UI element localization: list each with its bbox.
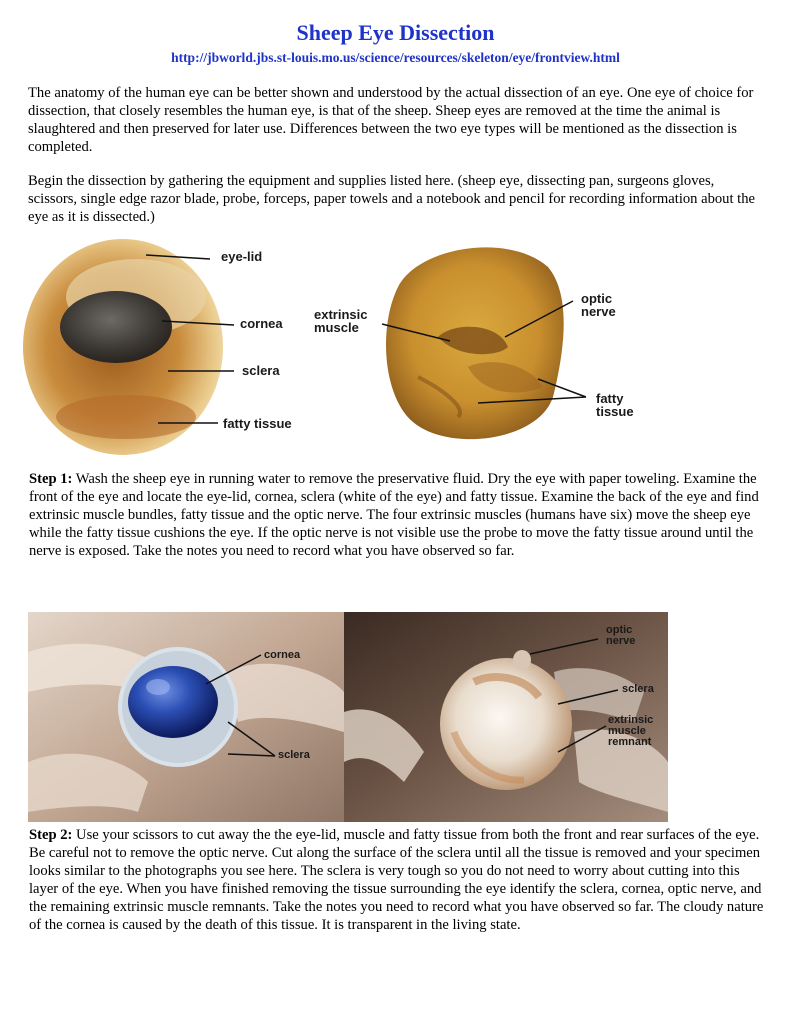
label-extrinsic: extrinsic: [314, 307, 368, 322]
supplies-paragraph: Begin the dissection by gathering the equipment and supplies listed here. (sheep eye, dissecting pan, surgeons gloves, scissors, single edge razor blade, probe, forceps, paper towels and a notebook and pencil for recording information about the eye as it is dissected.): [28, 173, 756, 225]
label-nerve-cleaned: nerve: [606, 635, 636, 647]
label-optic: optic: [581, 291, 613, 306]
label-sclera: sclera: [242, 363, 280, 378]
label-fatty-tissue: fatty tissue: [223, 416, 292, 431]
label-sclera-cleaned: sclera: [278, 749, 310, 761]
step2-label: Step 2:: [29, 827, 73, 843]
back-eye-illustration: [358, 237, 658, 457]
step1-paragraph: [29, 470, 765, 560]
label-cornea-cleaned: cornea: [264, 649, 301, 661]
label-optic-cleaned: optic: [606, 624, 633, 636]
step1-label: Step 1:: [29, 471, 73, 487]
label-tissue: tissue: [596, 404, 634, 419]
label-fatty: fatty: [596, 391, 624, 406]
front-view-intact-photo: [28, 237, 358, 457]
back-view-cleaned-photo: [344, 612, 668, 822]
back-view-intact-photo: [314, 237, 658, 457]
step2-text: Use your scissors to cut away the the eye-lid, muscle and fatty tissue from both the front and rear surfaces of the eye. Be careful not to remove the optic nerve. Cut along the surface of the sclera until all the tissue is removed and your specimen looks similar to the photographs you see here. The sclera is very tough so you do not need to worry about cutting into this layer of the eye. When you have finished removing the tissue surrounding the eye identify the sclera, cornea, optic nerve, and the remaining extrinsic muscle remnants. Take the notes you need to record what you have observed so far. The cloudy nature of the cornea is caused by the death of this tissue. It is transparent in the living state.: [29, 827, 764, 933]
label-muscle: muscle: [314, 320, 359, 335]
label-sclera-back-cleaned: sclera: [622, 683, 654, 695]
front-eye-illustration: [28, 237, 358, 457]
label-nerve: nerve: [581, 304, 616, 319]
front-view-cleaned-photo: [28, 612, 344, 822]
label-cornea: cornea: [240, 316, 283, 331]
source-link[interactable]: http://jbworld.jbs.st-louis.mo.us/science/resources/skeleton/eye/frontview.html: [171, 50, 620, 65]
page-title: Sheep Eye Dissection: [296, 20, 495, 45]
step2-paragraph: [29, 826, 765, 934]
label-remnant-remnant: remnant: [608, 736, 652, 748]
label-eyelid: eye-lid: [221, 249, 263, 264]
label-remnant-muscle: muscle: [608, 725, 646, 737]
intro-paragraph: The anatomy of the human eye can be better shown and understood by the actual dissection of an eye. One eye of choice for dissection, that closely resembles the human eye, is that of the sheep. Sheep eyes are removed at the time the animal is slaughtered and then preserved for later use. Differences between the two eye types will be mentioned as the dissection is completed.: [28, 85, 754, 155]
label-remnant-extrinsic: extrinsic: [608, 714, 654, 726]
step1-text: Wash the sheep eye in running water to remove the preservative fluid. Dry the eye with paper toweling. Examine the front of the eye and locate the eye-lid, cornea, sclera (white of the eye) and fatty tissue. Examine the back of the eye and find extrinsic muscle bundles, fatty tissue and the optic nerve. The four extrinsic muscles (humans have six) move the sheep eye while the fatty tissue cushions the eye. If the optic nerve is not visible use the probe to move the fatty tissue around until the nerve is exposed. Take the notes you need to record what you have observed so far.: [29, 471, 759, 559]
cleaned-front-illustration: [28, 612, 344, 822]
